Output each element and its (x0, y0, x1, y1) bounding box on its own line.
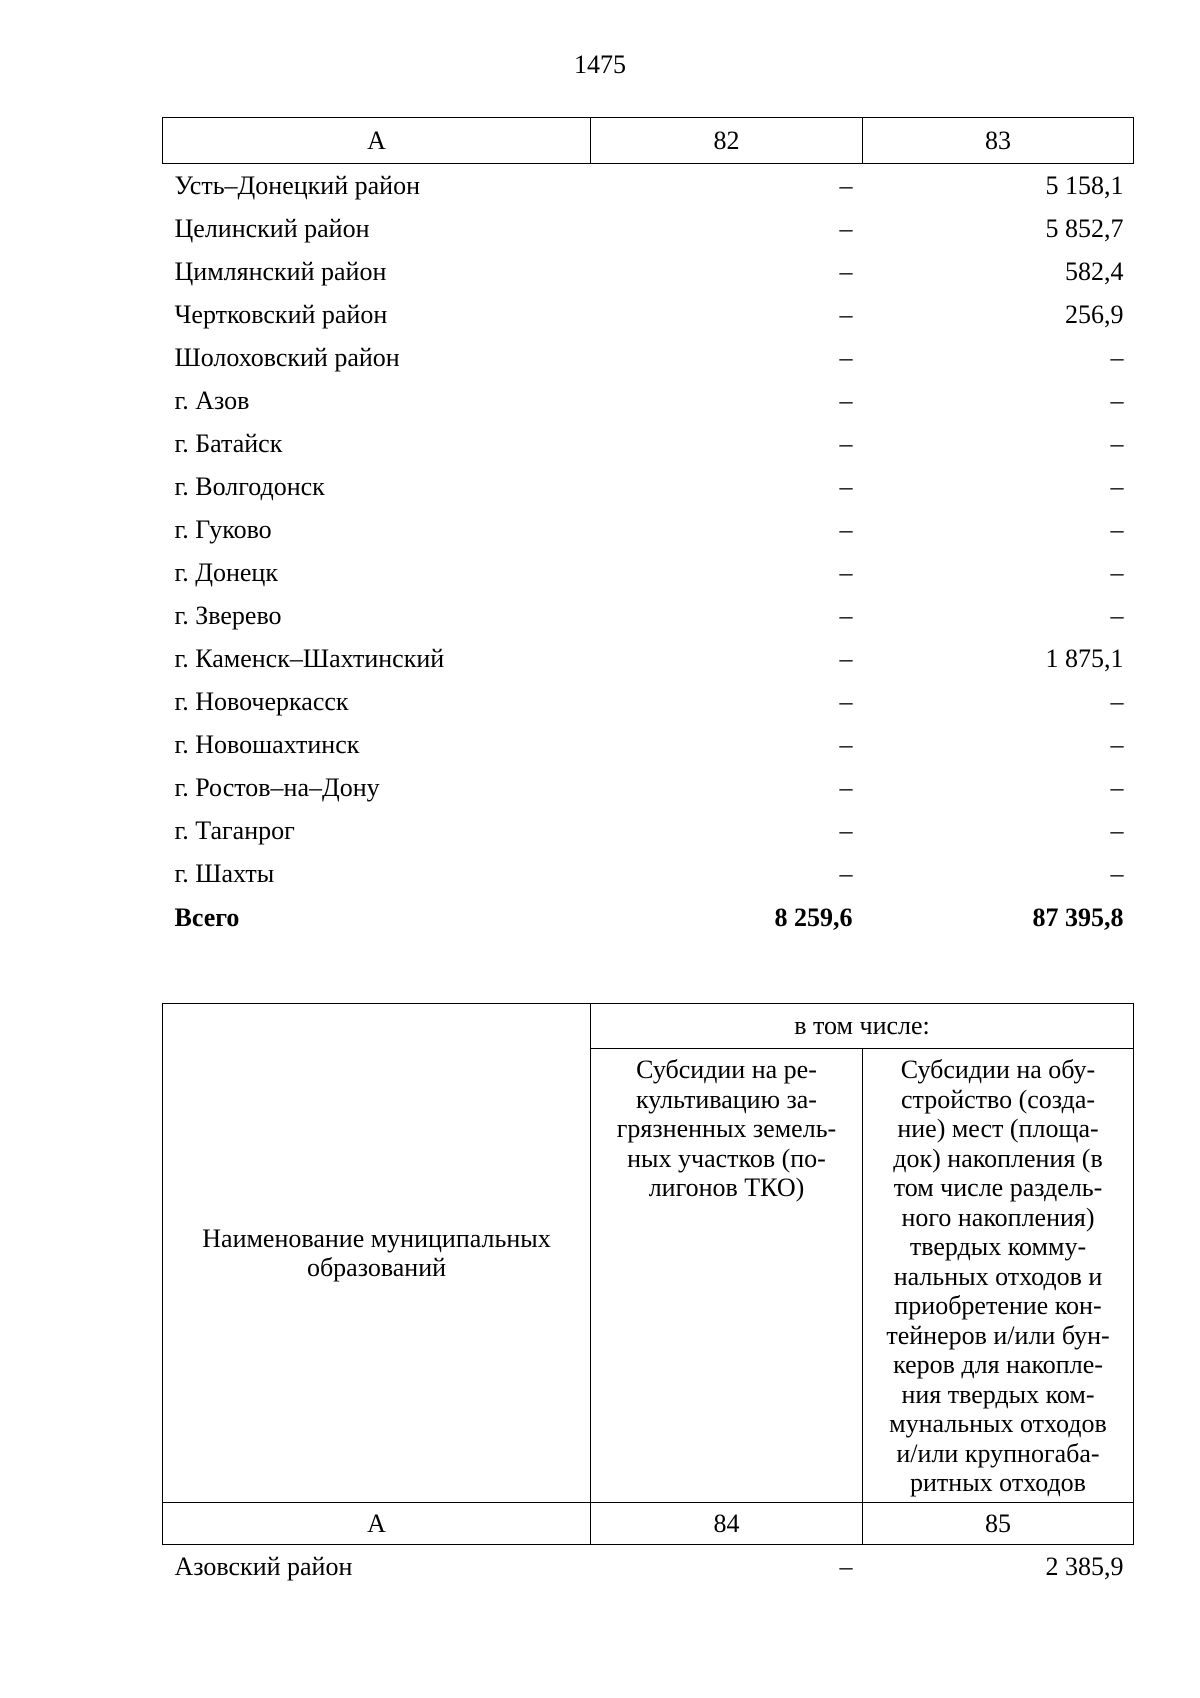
municipality-name: Чертковский район (174, 299, 388, 329)
total-label: Всего (174, 903, 240, 932)
value-col-83: 1 875,1 (1045, 643, 1124, 673)
table-row (163, 293, 1134, 336)
table-row (163, 207, 1134, 250)
header-line: грязненных земель- (616, 1114, 837, 1143)
table-row (163, 422, 1134, 465)
municipality-name: Азовский район (174, 1551, 353, 1581)
value-col-83: – (1110, 772, 1124, 802)
municipality-name-header (163, 1004, 591, 1503)
index-col-a: А (163, 1503, 591, 1545)
waste-sites-subsidy-header (863, 1049, 1134, 1503)
header-line: Субсидии на ре- (636, 1055, 817, 1084)
value-col-82: – (839, 213, 853, 243)
header-line: Наименование муниципальных (202, 1224, 551, 1253)
header-line: лигонов ТКО) (648, 1173, 805, 1202)
total-row (163, 895, 1134, 941)
value-col-82: – (839, 772, 853, 802)
value-col-82: – (839, 385, 853, 415)
municipality-name: г. Волгодонск (174, 471, 325, 501)
value-col-82: – (839, 514, 853, 544)
municipality-name: г. Батайск (174, 428, 283, 458)
table-row (163, 250, 1134, 293)
municipality-name: г. Шахты (174, 858, 275, 888)
value-col-82: – (839, 557, 853, 587)
municipality-name: Усть–Донецкий район (174, 170, 420, 200)
header-line: керов для накопле- (893, 1350, 1103, 1379)
value-col-82: – (839, 858, 853, 888)
municipality-name: Цимлянский район (174, 256, 387, 286)
value-col-82: – (839, 299, 853, 329)
value-col-83: 5 158,1 (1045, 170, 1124, 200)
table-header-row (163, 118, 1134, 164)
value-col-83: – (1110, 342, 1124, 372)
table-row (163, 723, 1134, 766)
value-col-82: – (839, 342, 853, 372)
total-col-82: 8 259,6 (774, 903, 853, 932)
value-col-83: – (1110, 385, 1124, 415)
table-row (163, 852, 1134, 895)
municipality-name: г. Новошахтинск (174, 729, 360, 759)
header-line: тейнеров и/или бун- (886, 1320, 1110, 1350)
header-line: ритных отходов (910, 1468, 1086, 1497)
header-line: культивацию за- (636, 1084, 817, 1114)
index-col-85: 85 (863, 1503, 1134, 1545)
value-col-83: – (1110, 686, 1124, 716)
value-col-83: – (1110, 729, 1124, 759)
table-row (163, 164, 1134, 207)
municipality-name: г. Ростов–на–Дону (174, 772, 380, 802)
municipality-name: г. Новочеркасск (174, 686, 349, 716)
municipality-name: г. Зверево (174, 600, 282, 630)
header-col-82: 82 (591, 118, 863, 164)
header-line: стройство (созда- (900, 1084, 1096, 1114)
table2-group-header-row (163, 1004, 1134, 1049)
municipality-name: г. Азов (174, 385, 250, 415)
header-line: ного накопления) (901, 1202, 1095, 1232)
value-col-82: – (839, 600, 853, 630)
municipality-name: г. Каменск–Шахтинский (174, 643, 445, 673)
table-row (163, 508, 1134, 551)
table-row (163, 637, 1134, 680)
header-line: Субсидии на обу- (900, 1055, 1096, 1084)
value-col-83: 256,9 (1065, 299, 1124, 329)
municipality-name: Шолоховский район (174, 342, 400, 372)
municipality-name: г. Таганрог (174, 815, 295, 845)
value-col-82: – (839, 170, 853, 200)
value-col-83: – (1110, 858, 1124, 888)
value-col-83: – (1110, 428, 1124, 458)
value-col-83: – (1110, 471, 1124, 501)
header-line: док) накопления (в (893, 1143, 1103, 1173)
value-col-82: – (839, 471, 853, 501)
including-header: в том числе: (591, 1004, 1134, 1049)
value-col-83: – (1110, 815, 1124, 845)
header-line: том числе раздель- (893, 1173, 1103, 1202)
municipality-name: Целинский район (174, 213, 370, 243)
table2-index-row (163, 1503, 1134, 1545)
table-row (163, 336, 1134, 379)
page-number: 1475 (574, 50, 626, 79)
municipality-name: г. Донецк (174, 557, 278, 587)
value-col-82: – (839, 815, 853, 845)
table-row (163, 809, 1134, 852)
value-col-83: 5 852,7 (1045, 213, 1124, 243)
reclamation-subsidy-header (591, 1049, 863, 1503)
header-line: образований (306, 1253, 447, 1282)
header-line: ных участков (по- (627, 1143, 826, 1173)
total-col-83: 87 395,8 (1032, 903, 1124, 932)
header-col-83: 83 (863, 118, 1134, 164)
header-line: приобретение кон- (894, 1291, 1102, 1320)
table-row (163, 766, 1134, 809)
value-col-83: – (1110, 557, 1124, 587)
table-row (163, 680, 1134, 723)
value-col-85: 2 385,9 (1045, 1551, 1124, 1581)
subsidy-table-part-1 (162, 117, 1134, 941)
value-col-83: – (1110, 514, 1124, 544)
header-line: нальных отходов и (893, 1261, 1103, 1291)
subsidy-table-part-2 (162, 1003, 1134, 1588)
table-row (163, 379, 1134, 422)
header-line: твердых комму- (909, 1232, 1087, 1261)
header-line: и/или крупногаба- (896, 1438, 1100, 1468)
value-col-82: – (839, 428, 853, 458)
header-line: ния твердых ком- (901, 1379, 1095, 1409)
value-col-82: – (839, 643, 853, 673)
value-col-83: – (1110, 600, 1124, 630)
header-line: ние) мест (площа- (897, 1114, 1099, 1143)
index-col-84: 84 (591, 1503, 863, 1545)
table-row (163, 551, 1134, 594)
table-row (163, 1545, 1134, 1589)
value-col-82: – (839, 686, 853, 716)
value-col-82: – (839, 729, 853, 759)
header-col-a: А (163, 118, 591, 164)
table-row (163, 594, 1134, 637)
table-row (163, 465, 1134, 508)
value-col-84: – (839, 1551, 853, 1581)
header-line: мунальных отходов (889, 1409, 1107, 1438)
municipality-name: г. Гуково (174, 514, 272, 544)
value-col-83: 582,4 (1065, 256, 1124, 286)
value-col-82: – (839, 256, 853, 286)
